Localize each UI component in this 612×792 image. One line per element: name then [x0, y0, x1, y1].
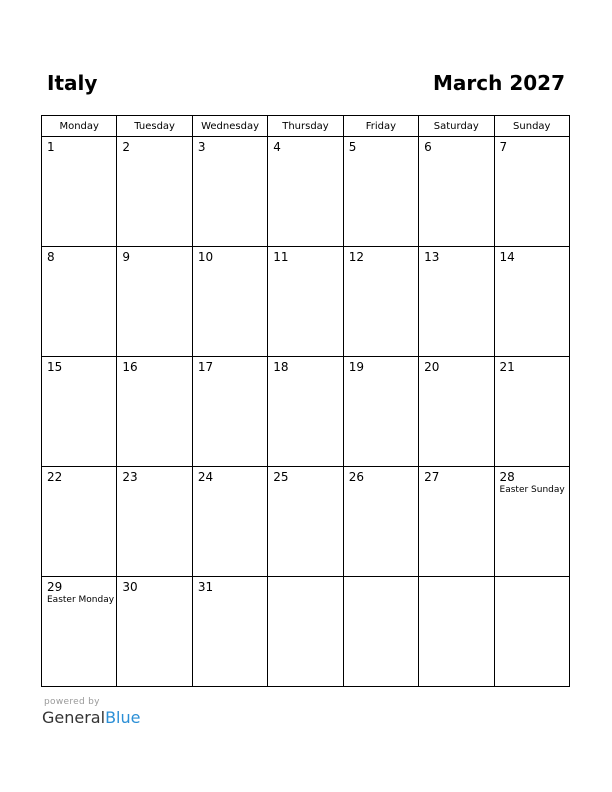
day-cell	[192, 247, 267, 357]
weekday-sunday: Sunday	[494, 116, 569, 137]
weekday-monday: Monday	[42, 116, 117, 137]
day-cell	[268, 467, 343, 577]
week-row	[42, 137, 570, 247]
weekday-tuesday: Tuesday	[117, 116, 192, 137]
weekday-thursday: Thursday	[268, 116, 343, 137]
day-cell	[268, 247, 343, 357]
weekday-wednesday: Wednesday	[192, 116, 267, 137]
day-cell	[419, 577, 494, 687]
day-cell	[192, 137, 267, 247]
day-cell	[494, 577, 569, 687]
day-number: 1	[47, 140, 55, 154]
day-cell	[419, 357, 494, 467]
day-cell	[42, 467, 117, 577]
day-number: 12	[348, 250, 364, 264]
day-number: 10	[197, 250, 214, 264]
day-cell	[494, 137, 569, 247]
day-cell	[117, 137, 192, 247]
day-cell	[494, 247, 569, 357]
day-cell	[343, 467, 418, 577]
generalblue-logo[interactable]	[42, 708, 140, 727]
day-cell	[343, 137, 418, 247]
day-cell	[42, 137, 117, 247]
day-cell	[268, 137, 343, 247]
day-cell	[42, 247, 117, 357]
day-number: 28	[499, 470, 515, 484]
day-cell	[268, 357, 343, 467]
day-number: 22	[47, 470, 63, 484]
day-number: 21	[499, 360, 515, 374]
day-number: 29	[47, 580, 63, 594]
day-cell	[343, 247, 418, 357]
day-cell	[419, 137, 494, 247]
day-cell	[117, 467, 192, 577]
day-number: 4	[273, 140, 281, 154]
day-number: 7	[499, 140, 508, 154]
day-number: 20	[424, 360, 440, 374]
logo-text-general: General	[42, 708, 106, 727]
day-cell	[42, 577, 117, 687]
day-cell	[192, 467, 267, 577]
day-number: 26	[348, 470, 364, 484]
day-number: 5	[348, 140, 357, 154]
day-number: 6	[424, 140, 432, 154]
weekday-saturday: Saturday	[419, 116, 494, 137]
country-title: Italy	[47, 71, 98, 95]
day-number: 24	[197, 470, 214, 484]
day-number: 16	[122, 360, 138, 374]
month-title: March 2027	[433, 71, 565, 95]
day-number: 13	[424, 250, 440, 264]
day-cell	[494, 467, 569, 577]
day-number: 23	[122, 470, 138, 484]
holiday-label: Easter Sunday	[499, 485, 565, 495]
weekday-friday: Friday	[343, 116, 418, 137]
day-cell	[343, 357, 418, 467]
day-number: 11	[273, 250, 289, 264]
week-row	[42, 247, 570, 357]
logo-text-blue: Blue	[105, 708, 141, 727]
calendar-grid	[41, 115, 570, 687]
day-number: 15	[47, 360, 63, 374]
weekday-header-row	[42, 116, 570, 137]
day-cell	[494, 357, 569, 467]
day-number: 3	[197, 140, 206, 154]
day-number: 25	[273, 470, 289, 484]
day-cell	[419, 247, 494, 357]
day-number: 31	[197, 580, 214, 594]
week-row	[42, 357, 570, 467]
week-row	[42, 467, 570, 577]
day-number: 27	[424, 470, 440, 484]
day-cell	[117, 357, 192, 467]
day-cell	[419, 467, 494, 577]
day-cell	[192, 357, 267, 467]
powered-by-text: powered by	[44, 697, 100, 707]
day-number: 30	[122, 580, 138, 594]
day-number: 17	[197, 360, 214, 374]
day-number: 8	[47, 250, 55, 264]
day-cell	[268, 577, 343, 687]
day-cell	[343, 577, 418, 687]
day-number: 19	[348, 360, 364, 374]
day-number: 18	[273, 360, 289, 374]
week-row	[42, 577, 570, 687]
day-cell	[42, 357, 117, 467]
day-number: 14	[499, 250, 515, 264]
day-cell	[117, 577, 192, 687]
holiday-label: Easter Monday	[47, 595, 115, 605]
day-cell	[117, 247, 192, 357]
day-number: 9	[122, 250, 131, 264]
day-number: 2	[122, 140, 131, 154]
day-cell	[192, 577, 267, 687]
